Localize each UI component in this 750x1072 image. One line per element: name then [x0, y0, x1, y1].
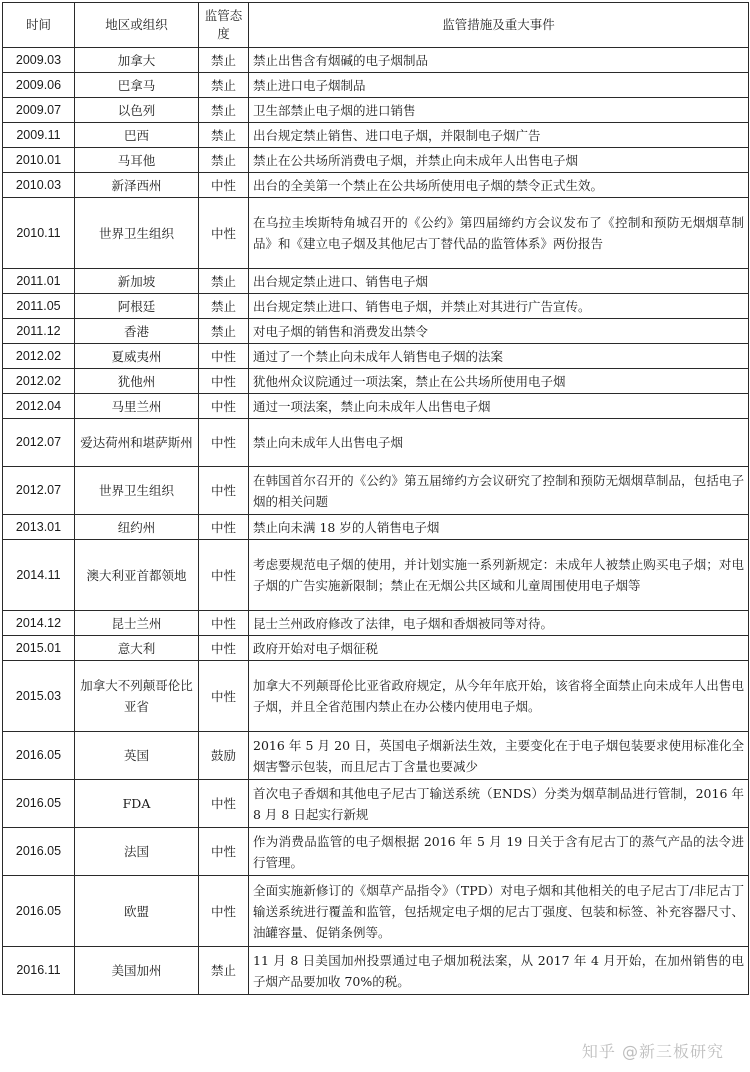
row-date: 2015.01	[3, 636, 75, 661]
row-attitude: 中性	[199, 198, 249, 269]
row-attitude: 禁止	[199, 98, 249, 123]
row-attitude: 禁止	[199, 319, 249, 344]
row-description: 出台的全美第一个禁止在公共场所使用电子烟的禁令正式生效。	[249, 173, 749, 198]
row-attitude: 中性	[199, 173, 249, 198]
table-row	[3, 780, 749, 828]
table-row	[3, 828, 749, 876]
header-region: 地区或组织	[75, 3, 199, 48]
row-region: FDA	[75, 780, 199, 828]
row-date: 2009.11	[3, 123, 75, 148]
table-row	[3, 947, 749, 995]
row-region: 英国	[75, 732, 199, 780]
row-attitude: 中性	[199, 394, 249, 419]
header-attitude: 监管态度	[199, 3, 249, 48]
table-row	[3, 611, 749, 636]
table-row	[3, 394, 749, 419]
row-region: 爱达荷州和堪萨斯州	[75, 419, 199, 467]
row-description: 首次电子香烟和其他电子尼古丁输送系统（ENDS）分类为烟草制品进行管制，2016 年 8 月 8 日起实行新规	[249, 780, 749, 828]
row-description: 犹他州众议院通过一项法案，禁止在公共场所使用电子烟	[249, 369, 749, 394]
row-region: 纽约州	[75, 515, 199, 540]
row-date: 2011.05	[3, 294, 75, 319]
header-date: 时间	[3, 3, 75, 48]
table-row	[3, 48, 749, 73]
row-date: 2016.05	[3, 732, 75, 780]
row-date: 2009.07	[3, 98, 75, 123]
row-description: 禁止出售含有烟碱的电子烟制品	[249, 48, 749, 73]
row-description: 出台规定禁止进口、销售电子烟，并禁止对其进行广告宣传。	[249, 294, 749, 319]
row-region: 马耳他	[75, 148, 199, 173]
table-row	[3, 73, 749, 98]
row-region: 美国加州	[75, 947, 199, 995]
table-row	[3, 98, 749, 123]
row-attitude: 中性	[199, 540, 249, 611]
row-attitude: 禁止	[199, 269, 249, 294]
row-description: 考虑要规范电子烟的使用，并计划实施一系列新规定：未成年人被禁止购买电子烟；对电子烟的广告实施新限制；禁止在无烟公共区域和儿童周围使用电子烟等	[249, 540, 749, 611]
row-description: 禁止向未满 18 岁的人销售电子烟	[249, 515, 749, 540]
watermark: 知乎 @新三板研究	[582, 1039, 724, 1062]
row-region: 香港	[75, 319, 199, 344]
header-description: 监管措施及重大事件	[249, 3, 749, 48]
row-region: 马里兰州	[75, 394, 199, 419]
row-region: 巴拿马	[75, 73, 199, 98]
row-description: 2016 年 5 月 20 日，英国电子烟新法生效，主要变化在于电子烟包装要求使用标准化全烟害警示包装，而且尼古丁含量也要减少	[249, 732, 749, 780]
row-description: 在乌拉圭埃斯特角城召开的《公约》第四届缔约方会议发布了《控制和预防无烟烟草制品》和《建立电子烟及其他尼古丁替代品的监管体系》两份报告	[249, 198, 749, 269]
row-description: 作为消费品监管的电子烟根据 2016 年 5 月 19 日关于含有尼古丁的蒸气产品的法令进行管理。	[249, 828, 749, 876]
row-date: 2016.05	[3, 876, 75, 947]
row-attitude: 禁止	[199, 48, 249, 73]
row-date: 2010.11	[3, 198, 75, 269]
row-date: 2010.01	[3, 148, 75, 173]
row-attitude: 中性	[199, 876, 249, 947]
row-description: 在韩国首尔召开的《公约》第五届缔约方会议研究了控制和预防无烟烟草制品，包括电子烟的相关问题	[249, 467, 749, 515]
row-region: 以色列	[75, 98, 199, 123]
table-row	[3, 732, 749, 780]
row-attitude: 鼓励	[199, 732, 249, 780]
row-attitude: 中性	[199, 369, 249, 394]
row-date: 2012.07	[3, 419, 75, 467]
row-attitude: 禁止	[199, 947, 249, 995]
row-date: 2011.12	[3, 319, 75, 344]
table-row	[3, 123, 749, 148]
row-description: 出台规定禁止销售、进口电子烟，并限制电子烟广告	[249, 123, 749, 148]
row-date: 2014.12	[3, 611, 75, 636]
row-date: 2011.01	[3, 269, 75, 294]
table-row	[3, 148, 749, 173]
row-region: 加拿大不列颠哥伦比亚省	[75, 661, 199, 732]
table-row	[3, 876, 749, 947]
table-row	[3, 198, 749, 269]
row-description: 出台规定禁止进口、销售电子烟	[249, 269, 749, 294]
row-date: 2009.03	[3, 48, 75, 73]
row-attitude: 禁止	[199, 294, 249, 319]
row-date: 2015.03	[3, 661, 75, 732]
table-row	[3, 269, 749, 294]
row-region: 夏威夷州	[75, 344, 199, 369]
row-description: 政府开始对电子烟征税	[249, 636, 749, 661]
row-description: 全面实施新修订的《烟草产品指令》（TPD）对电子烟和其他相关的电子尼古丁/非尼古丁输送系统进行覆盖和监管，包括规定电子烟的尼古丁强度、包装和标签、补充容器尺寸、油罐容量、促销条例等。	[249, 876, 749, 947]
row-region: 新泽西州	[75, 173, 199, 198]
row-date: 2016.05	[3, 828, 75, 876]
regulation-table	[2, 2, 749, 995]
row-attitude: 中性	[199, 515, 249, 540]
row-region: 巴西	[75, 123, 199, 148]
row-attitude: 禁止	[199, 148, 249, 173]
table-row	[3, 294, 749, 319]
row-attitude: 中性	[199, 611, 249, 636]
table-row	[3, 369, 749, 394]
row-attitude: 中性	[199, 344, 249, 369]
row-attitude: 禁止	[199, 73, 249, 98]
row-date: 2013.01	[3, 515, 75, 540]
row-description: 加拿大不列颠哥伦比亚省政府规定，从今年年底开始，该省将全面禁止向未成年人出售电子烟，并且全省范围内禁止在办公楼内使用电子烟。	[249, 661, 749, 732]
row-region: 意大利	[75, 636, 199, 661]
table-header-row	[3, 3, 749, 48]
row-region: 欧盟	[75, 876, 199, 947]
row-date: 2016.11	[3, 947, 75, 995]
row-description: 通过一项法案，禁止向未成年人出售电子烟	[249, 394, 749, 419]
table-row	[3, 467, 749, 515]
row-date: 2012.02	[3, 344, 75, 369]
row-attitude: 中性	[199, 467, 249, 515]
table-row	[3, 515, 749, 540]
table-row	[3, 540, 749, 611]
row-description: 禁止进口电子烟制品	[249, 73, 749, 98]
table-row	[3, 344, 749, 369]
row-region: 法国	[75, 828, 199, 876]
row-region: 世界卫生组织	[75, 198, 199, 269]
row-date: 2014.11	[3, 540, 75, 611]
table-row	[3, 173, 749, 198]
row-region: 新加坡	[75, 269, 199, 294]
row-region: 世界卫生组织	[75, 467, 199, 515]
row-attitude: 禁止	[199, 123, 249, 148]
row-date: 2012.04	[3, 394, 75, 419]
table-row	[3, 319, 749, 344]
row-description: 昆士兰州政府修改了法律，电子烟和香烟被同等对待。	[249, 611, 749, 636]
row-attitude: 中性	[199, 828, 249, 876]
table-row	[3, 661, 749, 732]
row-region: 犹他州	[75, 369, 199, 394]
row-region: 加拿大	[75, 48, 199, 73]
row-date: 2016.05	[3, 780, 75, 828]
row-region: 阿根廷	[75, 294, 199, 319]
row-region: 昆士兰州	[75, 611, 199, 636]
row-description: 禁止向未成年人出售电子烟	[249, 419, 749, 467]
row-attitude: 中性	[199, 419, 249, 467]
table-row	[3, 419, 749, 467]
table-body	[3, 48, 749, 995]
row-description: 禁止在公共场所消费电子烟，并禁止向未成年人出售电子烟	[249, 148, 749, 173]
row-description: 11 月 8 日美国加州投票通过电子烟加税法案，从 2017 年 4 月开始，在加州销售的电子烟产品要加收 70%的税。	[249, 947, 749, 995]
row-description: 通过了一个禁止向未成年人销售电子烟的法案	[249, 344, 749, 369]
table-row	[3, 636, 749, 661]
row-attitude: 中性	[199, 780, 249, 828]
row-attitude: 中性	[199, 636, 249, 661]
row-date: 2010.03	[3, 173, 75, 198]
regulation-table-page	[2, 2, 748, 995]
row-description: 卫生部禁止电子烟的进口销售	[249, 98, 749, 123]
row-attitude: 中性	[199, 661, 249, 732]
row-date: 2012.02	[3, 369, 75, 394]
row-date: 2012.07	[3, 467, 75, 515]
row-region: 澳大利亚首都领地	[75, 540, 199, 611]
row-date: 2009.06	[3, 73, 75, 98]
row-description: 对电子烟的销售和消费发出禁令	[249, 319, 749, 344]
